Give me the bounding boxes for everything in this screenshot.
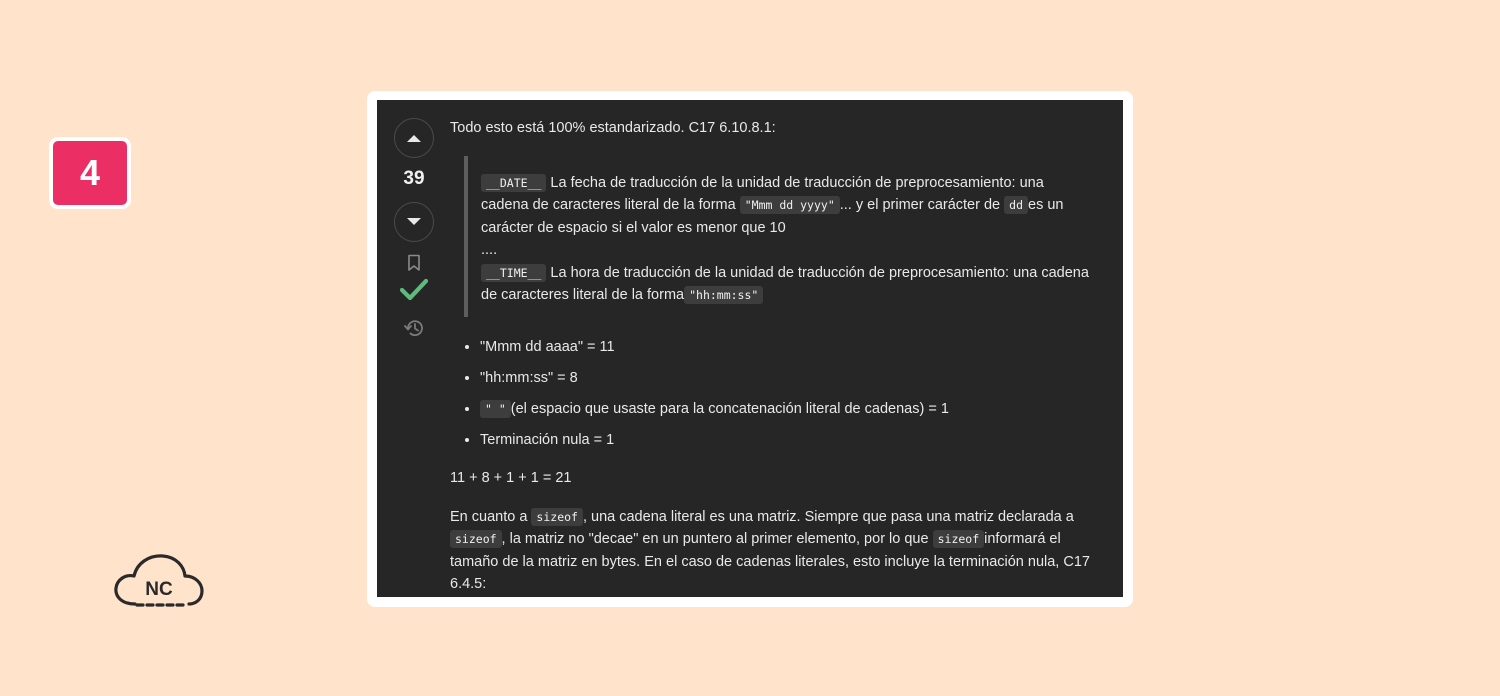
slide-number: 4 bbox=[79, 152, 101, 193]
post-body bbox=[450, 117, 1110, 596]
list-item: • "Mmm dd aaaa" = 11 bbox=[480, 336, 1110, 359]
upvote-button[interactable] bbox=[394, 118, 434, 158]
standard-quote bbox=[464, 156, 1091, 317]
list-item: • Terminación nula = 1 bbox=[480, 429, 1110, 452]
list-item-text: (el espacio que usaste para la concatenación literal de cadenas) = 1 bbox=[510, 400, 949, 417]
date-text-3: es un carácter de espacio si el valor es menor que 10 bbox=[481, 197, 1064, 236]
date-macro-code: __DATE__ bbox=[481, 174, 546, 192]
sum-line: 11 + 8 + 1 + 1 = 21 bbox=[450, 470, 572, 486]
sizeof-code: sizeof bbox=[531, 508, 583, 526]
list-item: • "hh:mm:ss" = 8 bbox=[480, 367, 1110, 390]
triangle-down-icon bbox=[406, 217, 422, 227]
sizeof-paragraph bbox=[450, 506, 1110, 596]
date-definition bbox=[481, 172, 1091, 240]
time-format-code: "hh:mm:ss" bbox=[684, 286, 763, 304]
time-macro-code: __TIME__ bbox=[481, 264, 546, 282]
paragraph-text: , la matriz no "decae" en un puntero al primer elemento, por lo que bbox=[501, 531, 933, 547]
sizeof-code: sizeof bbox=[450, 530, 502, 548]
logo-text: NC bbox=[145, 579, 173, 600]
vote-column bbox=[393, 118, 435, 338]
date-format-code: "Mmm dd yyyy" bbox=[740, 196, 840, 214]
triangle-up-icon bbox=[406, 133, 422, 143]
history-icon[interactable] bbox=[403, 318, 425, 338]
sizeof-code: sizeof bbox=[933, 530, 985, 548]
slide-number-badge bbox=[49, 137, 131, 209]
screenshot-frame bbox=[367, 91, 1133, 607]
time-definition bbox=[481, 262, 1091, 307]
answer-post bbox=[377, 100, 1123, 597]
time-text: La hora de traducción de la unidad de traducción de preprocesamiento: una cadena de caracteres literal de la forma bbox=[481, 264, 1089, 303]
intro-text: Todo esto está 100% estandarizado. C17 6.10.8.1: bbox=[450, 120, 776, 136]
quote-ellipsis: .... bbox=[481, 242, 498, 258]
byte-count-list bbox=[450, 336, 1110, 452]
list-item bbox=[480, 398, 1110, 421]
vote-count: 39 bbox=[403, 168, 425, 189]
paragraph-text: , una cadena literal es una matriz. Siempre que pasa una matriz declarada a bbox=[582, 508, 1074, 525]
space-literal-code: " " bbox=[480, 400, 511, 418]
paragraph-text: En cuanto a bbox=[450, 508, 532, 525]
bookmark-icon[interactable] bbox=[407, 254, 421, 272]
date-text: La fecha de traducción de la unidad de traducción de preprocesamiento: una cadena de caracteres literal de la forma bbox=[481, 174, 1044, 213]
date-text-2: ... y el primer carácter de bbox=[839, 197, 1005, 213]
dd-code: dd bbox=[1004, 196, 1028, 214]
nc-cloud-logo bbox=[113, 552, 205, 610]
downvote-button[interactable] bbox=[394, 202, 434, 242]
check-icon bbox=[400, 278, 428, 302]
paragraph-text: informará el tamaño de la matriz en bytes. En el caso de cadenas literales, esto incluye la terminación nula, C17 6.4.5: bbox=[450, 531, 1090, 592]
